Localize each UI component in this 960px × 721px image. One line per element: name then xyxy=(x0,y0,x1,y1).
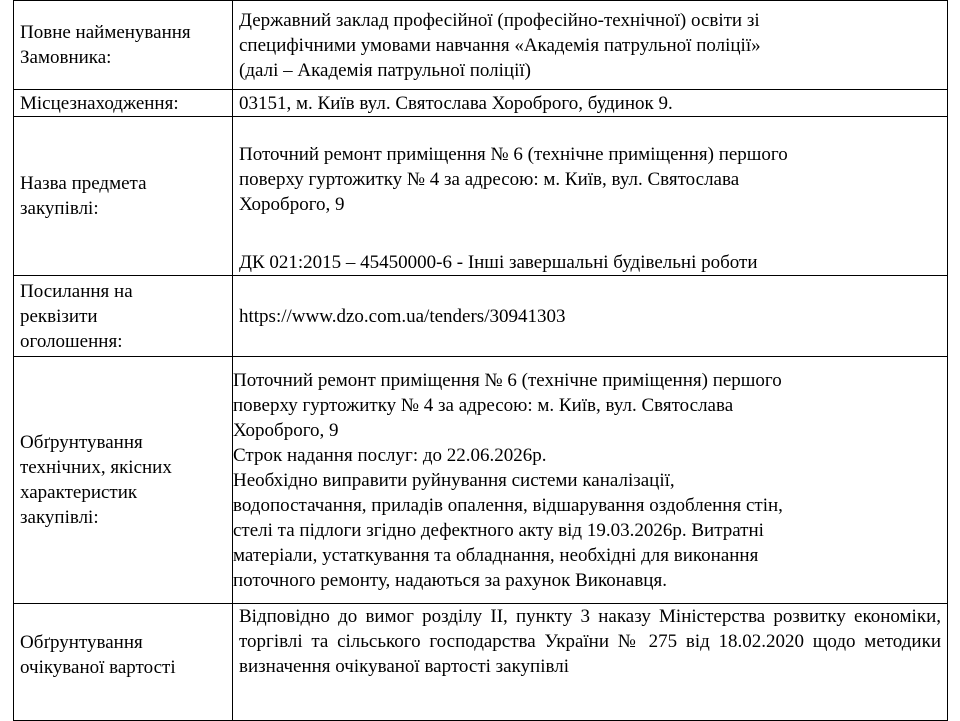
technical-value-cell xyxy=(233,357,948,604)
technical-label: Обґрунтування технічних, якісних характеристик закупівлі: xyxy=(14,357,233,604)
table-row-subject xyxy=(14,117,948,276)
location-label: Місцезнаходження: xyxy=(14,90,233,117)
technical-value-details: Необхідно виправити руйнування системи каналізації, водопостачання, приладів опалення, відшарування оздоблення стін, стелі та підлоги згідно дефектного акту від 19.03.2026р. Витратні матеріали, устаткування та обладнання, необхідні для виконання поточного ремонту, надаються за рахунок Виконавця. xyxy=(233,469,783,591)
cost-value: Відповідно до вимог розділу ІІ, пункту 3 наказу Міністерства розвитку економіки, торгівлі та сільського господарства України № 275 від 18.02.2020 щодо методики визначення очікуваної вартості закупівлі xyxy=(233,604,948,721)
technical-value-title: Поточний ремонт приміщення № 6 (технічне приміщення) першого поверху гуртожитку № 4 за адресою: м. Київ, вул. Святослава Хороброго, 9 xyxy=(233,369,782,441)
location-value: 03151, м. Київ вул. Святослава Хороброго, будинок 9. xyxy=(233,90,948,117)
subject-spacer xyxy=(239,217,941,225)
customer-label: Повне найменування Замовника: xyxy=(14,1,233,90)
cost-label: Обґрунтування очікуваної вартості xyxy=(14,604,233,721)
subject-value-cell xyxy=(233,117,948,276)
table-row-customer xyxy=(14,1,948,90)
technical-value-deadline: Строк надання послуг: до 22.06.2026р. xyxy=(233,444,547,466)
table-row-cost xyxy=(14,604,948,721)
customer-value: Державний заклад професійної (професійно-технічної) освіти зі специфічними умовами навчання «Академія патрульної поліції» (далі – Академія патрульної поліції) xyxy=(233,1,948,90)
subject-label: Назва предмета закупівлі: xyxy=(14,117,233,276)
table-row-location xyxy=(14,90,948,117)
table-row-technical xyxy=(14,357,948,604)
subject-value-code: ДК 021:2015 – 45450000-6 - Інші завершальні будівельні роботи xyxy=(239,252,758,273)
subject-value-main: Поточний ремонт приміщення № 6 (технічне приміщення) першого поверху гуртожитку № 4 за адресою: м. Київ, вул. Святослава Хороброго, 9 xyxy=(239,144,788,215)
announcement-value-cell xyxy=(233,276,948,357)
announcement-link[interactable]: https://www.dzo.com.ua/tenders/30941303 xyxy=(239,305,566,327)
announcement-label: Посилання на реквізити оголошення: xyxy=(14,276,233,357)
procurement-info-table xyxy=(13,0,948,721)
table-row-announcement xyxy=(14,276,948,357)
